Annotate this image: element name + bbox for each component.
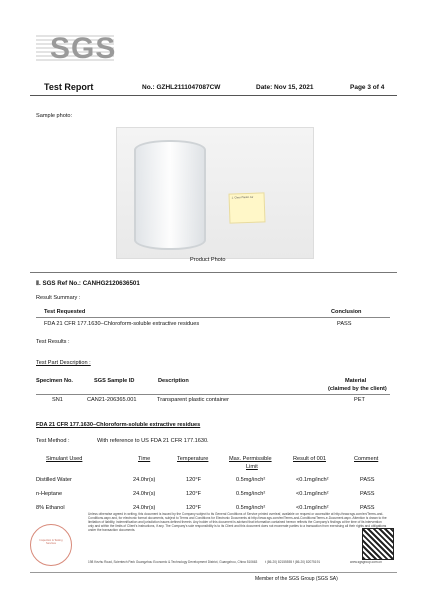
disclaimer-text: Unless otherwise agreed in writing, this document is issued by the Company subject to its General Conditions of Service printed overleaf, available on request or accessible at http://www.sgs.com/en/Terms-and-Conditions.aspx and, for electronic format documents, subject to Terms and Conditions for Electronic Documents at http://www.sgs.com/en/Terms-and-Conditions/Terms-e-Document.aspx. Attention is drawn to the limitation of liability, indemnification and jurisdiction issues defined therein. Any holder of this document is advised that information contained hereon reflects the Company's findings at the time of its intervention only and within the limits of Client's instructions, if any. The Company's sole responsibility is to its Client and this document does not exonerate parties to a transaction from exercising all their rights and obligations under the transaction documents. xyxy=(88,512,387,532)
hdr-specimen-no: Specimen No. xyxy=(36,378,73,384)
sgs-logo: SGS xyxy=(50,32,117,65)
jar-image xyxy=(134,140,206,250)
hdr-result: Result of 001 xyxy=(293,456,326,462)
test-results-label: Test Results : xyxy=(36,339,70,345)
seal-text: Inspection & Testing Services xyxy=(39,539,63,546)
col-conclusion: Conclusion xyxy=(331,309,362,315)
row3-temp: 120°F xyxy=(186,505,201,511)
row1-time: 24.0hr(s) xyxy=(133,477,156,483)
test-method-text: With reference to US FDA 21 CFR 177.1630. xyxy=(97,438,209,444)
note-text: 1. Clear Plastic Jar xyxy=(231,195,254,200)
row3-comment: PASS xyxy=(360,505,375,511)
summary-conclusion: PASS xyxy=(337,321,352,327)
test-part-label: Test Part Description : xyxy=(36,360,91,366)
hdr-simulant: Simulant Used xyxy=(46,456,83,462)
row3-limit: 0.5mg/inch² xyxy=(236,505,266,511)
hdr-sample-id: SGS Sample ID xyxy=(94,378,135,384)
row1-result: <0.1mg/inch² xyxy=(296,477,329,483)
qr-code-icon xyxy=(362,528,394,560)
row2-simulant: n-Heptane xyxy=(36,491,63,497)
page-number: Page 3 of 4 xyxy=(350,84,385,91)
hdr-description: Description xyxy=(158,378,189,384)
row2-result: <0.1mg/inch² xyxy=(296,491,329,497)
member-text: Member of the SGS Group (SGS SA) xyxy=(255,576,338,582)
row1-simulant: Distilled Water xyxy=(36,477,72,483)
report-date: Date: Nov 15, 2021 xyxy=(256,84,314,91)
row1-comment: PASS xyxy=(360,477,375,483)
hdr-temperature: Temperature xyxy=(177,456,209,462)
hdr-comment: Comment xyxy=(354,456,379,462)
sample-photo-label: Sample photo: xyxy=(36,113,73,119)
sgs-ref-no: Ⅱ. SGS Ref No.: CANHG2120636501 xyxy=(36,280,140,287)
company-seal xyxy=(30,524,72,566)
fda-section-title: FDA 21 CFR 177.1630–Chloroform-soluble extractive residues xyxy=(36,422,201,428)
sample-note xyxy=(228,192,265,223)
row2-time: 24.0hr(s) xyxy=(133,491,156,497)
col-test-requested: Test Requested xyxy=(44,309,86,315)
hdr-limit: Limit xyxy=(246,464,258,470)
specimen-no: SN1 xyxy=(52,397,63,403)
address-line: 198 Kezhu Road, Scientech Park Guangzhou Economic & Technology Development District, Guangzhou, China 510663 xyxy=(88,560,258,564)
section-divider xyxy=(30,272,397,273)
website: www.sgsgroup.com.cn xyxy=(350,560,382,564)
phone-line: t (86-20) 82155555 f (86-20) 82075191 xyxy=(265,560,321,564)
row2-temp: 120°F xyxy=(186,491,201,497)
row3-result: <0.1mg/inch² xyxy=(296,505,329,511)
photo-caption: Product Photo xyxy=(190,257,226,263)
part-table-rule xyxy=(36,394,390,395)
row2-comment: PASS xyxy=(360,491,375,497)
row2-limit: 0.5mg/inch² xyxy=(236,491,266,497)
hdr-claimed: (claimed by the client) xyxy=(328,386,387,392)
row1-temp: 120°F xyxy=(186,477,201,483)
hdr-time: Time xyxy=(138,456,151,462)
row1-limit: 0.5mg/inch² xyxy=(236,477,266,483)
footer-rule xyxy=(30,572,397,573)
material: PET xyxy=(354,397,365,403)
header-rule xyxy=(30,95,397,96)
hdr-max-permissible: Max. Permissible xyxy=(229,456,272,462)
sample-id: CAN21-206365.001 xyxy=(87,397,137,403)
description: Transparent plastic container xyxy=(157,397,229,403)
row3-time: 24.0hr(s) xyxy=(133,505,156,511)
row3-simulant: 8% Ethanol xyxy=(36,505,65,511)
report-title: Test Report xyxy=(44,82,94,92)
test-method-label: Test Method : xyxy=(36,438,70,444)
summary-table-rule xyxy=(36,317,390,318)
result-summary-label: Result Summary : xyxy=(36,295,81,301)
hdr-material: Material xyxy=(345,378,367,384)
summary-test-name: FDA 21 CFR 177.1630–Chloroform-soluble extractive residues xyxy=(44,321,200,327)
report-number: No.: GZHL2111047087CW xyxy=(142,84,221,91)
